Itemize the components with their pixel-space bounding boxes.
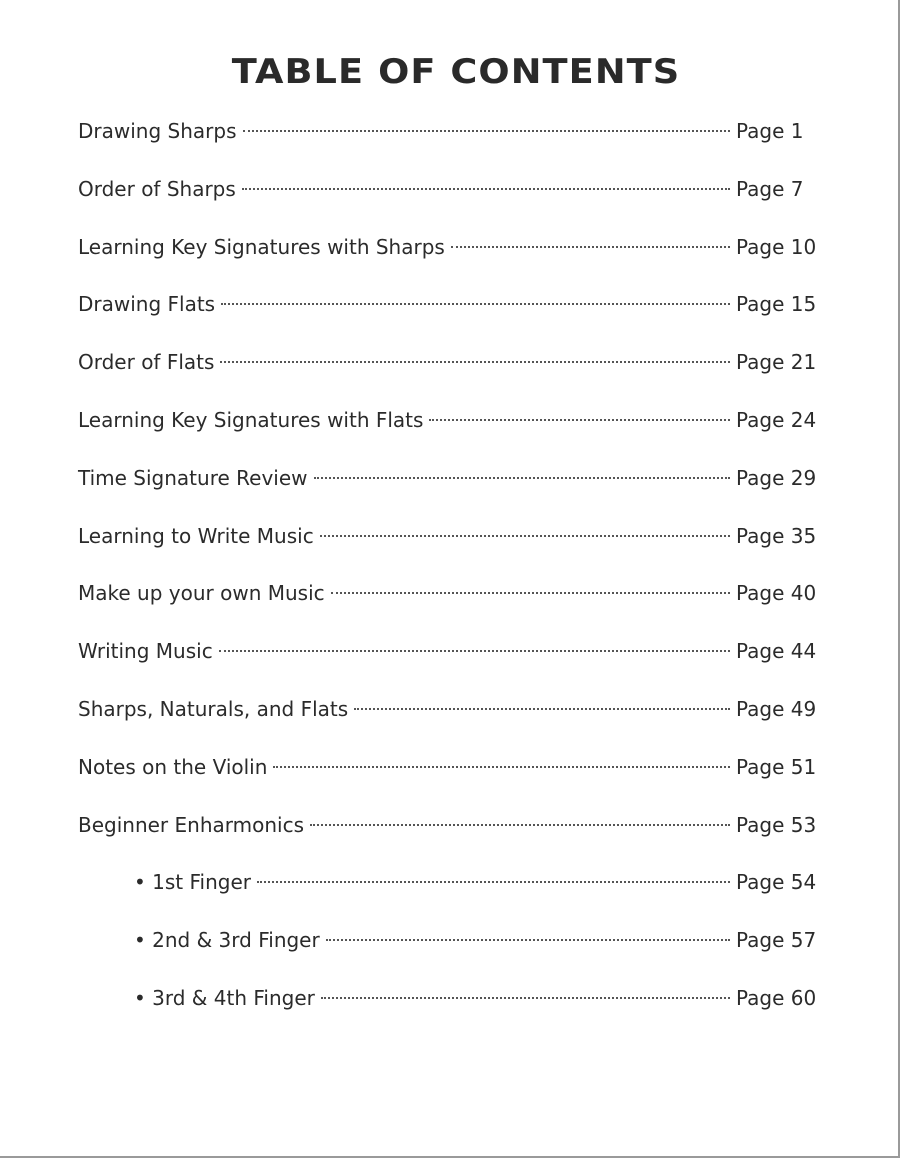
toc-entry-page: Page 53 <box>736 812 817 837</box>
toc-entry-page: Page 60 <box>736 985 817 1010</box>
toc-entry-sharps-naturals-flats <box>78 690 818 748</box>
dot-leader <box>310 800 730 826</box>
toc-entry-page: Page 35 <box>736 523 817 548</box>
toc-entry-page: Page 10 <box>736 234 817 259</box>
toc-subentry-2nd-3rd-finger <box>78 921 818 979</box>
toc-entry-label: • 2nd & 3rd Finger <box>134 928 320 953</box>
toc-subentry-3rd-4th-finger <box>78 979 818 1037</box>
dot-leader <box>221 279 730 305</box>
toc-entry-beginner-enharmonics <box>78 806 818 864</box>
toc-entry-drawing-sharps <box>78 112 818 170</box>
toc-entry-page: Page 15 <box>736 292 817 317</box>
dot-leader <box>320 511 730 537</box>
toc-entry-page: Page 7 <box>736 176 804 201</box>
toc-entry-order-of-flats <box>78 343 818 401</box>
toc-entry-label: Drawing Flats <box>78 292 216 317</box>
dot-leader <box>321 973 730 999</box>
toc-entry-make-up-your-own-music <box>78 574 818 632</box>
toc-entry-label: Learning Key Signatures with Sharps <box>78 234 445 259</box>
toc-entry-page: Page 54 <box>736 870 817 895</box>
toc-entry-label: Order of Flats <box>78 350 215 375</box>
toc-entry-writing-music <box>78 632 818 690</box>
toc-entry-label: Time Signature Review <box>78 465 308 490</box>
toc-entry-label: Writing Music <box>78 639 213 664</box>
dot-leader <box>429 395 730 421</box>
toc-entry-drawing-flats <box>78 285 818 343</box>
dot-leader <box>243 106 731 132</box>
toc-entry-label: Learning Key Signatures with Flats <box>78 407 424 432</box>
dot-leader <box>242 164 730 190</box>
toc-entry-label: Make up your own Music <box>78 581 325 606</box>
toc-entry-label: Learning to Write Music <box>78 523 314 548</box>
dot-leader <box>354 684 730 710</box>
toc-entry-label: Sharps, Naturals, and Flats <box>78 696 349 721</box>
toc-entry-page: Page 24 <box>736 407 817 432</box>
toc-entry-page: Page 44 <box>736 639 817 664</box>
toc-entry-label: Beginner Enharmonics <box>78 812 304 837</box>
table-of-contents <box>78 112 818 1037</box>
toc-entry-learning-to-write-music <box>78 517 818 575</box>
toc-entry-label: • 1st Finger <box>134 870 252 895</box>
toc-entry-order-of-sharps <box>78 170 818 228</box>
dot-leader <box>451 222 730 248</box>
dot-leader <box>220 337 730 363</box>
toc-entry-label: • 3rd & 4th Finger <box>134 985 315 1010</box>
toc-entry-page: Page 21 <box>736 350 817 375</box>
dot-leader <box>273 742 730 768</box>
toc-entry-key-signatures-flats <box>78 401 818 459</box>
toc-entry-label: Drawing Sharps <box>78 119 237 143</box>
toc-entry-label: Order of Sharps <box>78 176 236 201</box>
dot-leader <box>314 453 730 479</box>
toc-entry-notes-on-the-violin <box>78 748 818 806</box>
toc-subentry-1st-finger <box>78 863 818 921</box>
toc-entry-page: Page 1 <box>736 119 804 143</box>
dot-leader <box>219 626 730 652</box>
toc-entry-key-signatures-sharps <box>78 228 818 286</box>
toc-entry-page: Page 40 <box>736 581 817 606</box>
toc-entry-page: Page 57 <box>736 928 817 953</box>
dot-leader <box>331 568 730 594</box>
toc-entry-label: Notes on the Violin <box>78 754 268 779</box>
page-title: TABLE OF CONTENTS <box>231 52 681 92</box>
toc-entry-page: Page 51 <box>736 754 817 779</box>
dot-leader <box>326 915 730 941</box>
toc-entry-time-signature-review <box>78 459 818 517</box>
dot-leader <box>257 857 730 883</box>
toc-entry-page: Page 29 <box>736 465 817 490</box>
toc-entry-page: Page 49 <box>736 696 817 721</box>
